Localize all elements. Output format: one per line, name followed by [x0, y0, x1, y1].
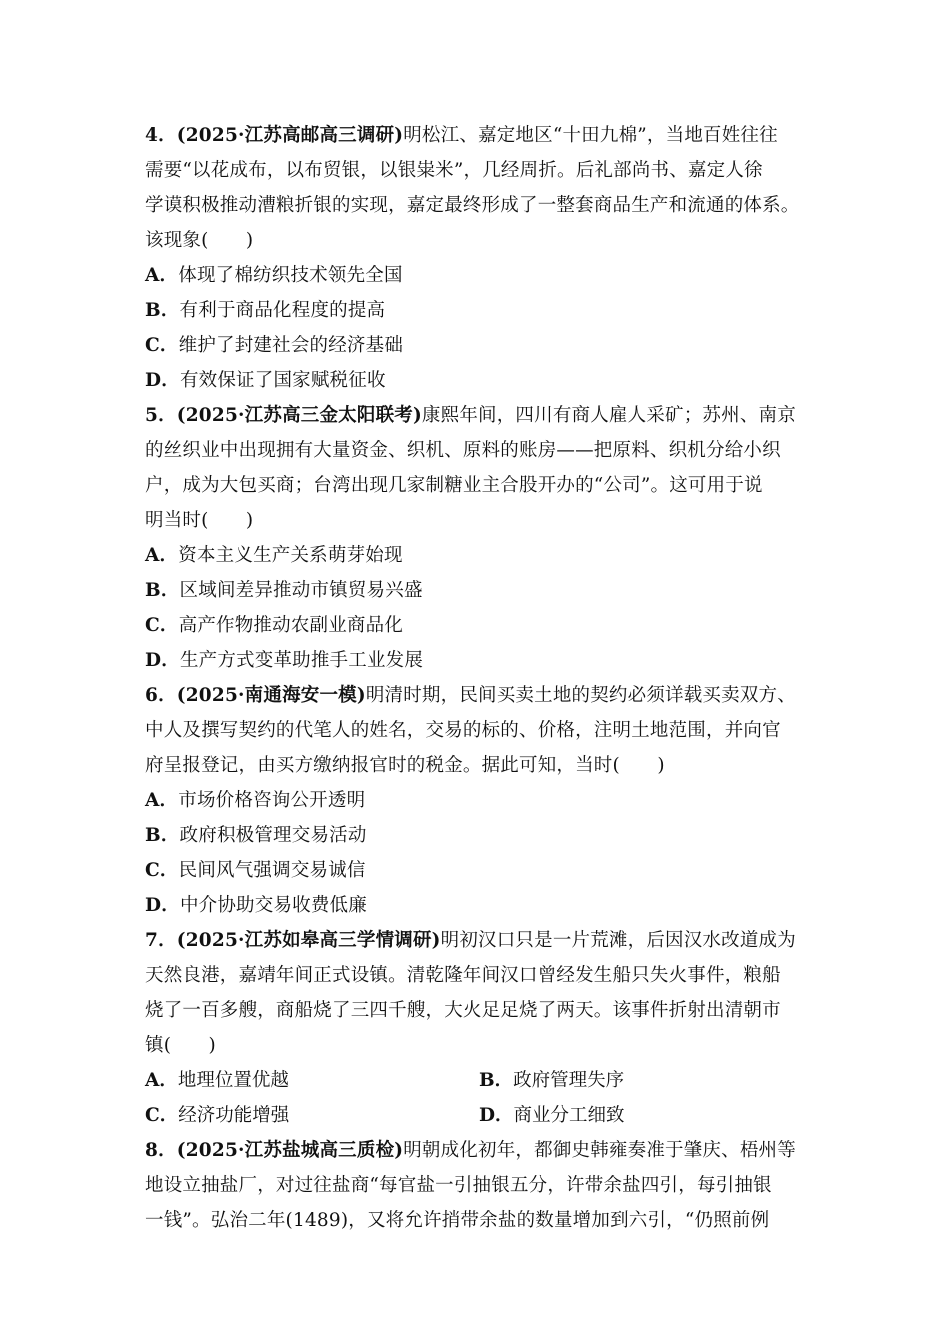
question-number: 6．	[145, 685, 177, 706]
exam-page	[145, 118, 817, 1238]
question-stem: 的丝织业中出现拥有大量资金、织机、原料的账房——把原料、织机分给小织	[145, 440, 781, 461]
question-stem: 中人及撰写契约的代笔人的姓名，交易的标的、价格，注明土地范围，并向官	[145, 720, 781, 741]
option-b[interactable]: B．政府管理失序	[479, 1070, 625, 1091]
question-stem: 明初汉口只是一片荒滩，后因汉水改道成为	[440, 930, 796, 951]
question-5	[145, 398, 817, 678]
question-number: 5．	[145, 405, 177, 426]
question-4-line-1	[145, 118, 817, 153]
option-row	[145, 1063, 817, 1098]
option-c[interactable]: C．维护了封建社会的经济基础	[145, 335, 404, 356]
question-number: 8．	[145, 1140, 177, 1161]
option-d[interactable]: D．中介协助交易收费低廉	[145, 895, 367, 916]
question-source: (2025·江苏盐城高三质检)	[176, 1140, 404, 1161]
question-5-line-1	[145, 398, 817, 433]
question-4	[145, 118, 817, 398]
question-source: (2025·南通海安一模)	[176, 685, 366, 706]
option-a[interactable]: A．市场价格咨询公开透明	[145, 790, 366, 811]
question-source: (2025·江苏如皋高三学情调研)	[176, 930, 441, 951]
question-source: (2025·江苏高邮高三调研)	[176, 125, 404, 146]
question-stem: 康熙年间，四川有商人雇人采矿；苏州、南京	[421, 405, 796, 426]
question-stem: 明清时期，民间买卖土地的契约必须详载买卖双方、	[365, 685, 796, 706]
option-c[interactable]: C．高产作物推动农副业商品化	[145, 615, 404, 636]
question-7-line-1	[145, 923, 817, 958]
question-stem: 天然良港，嘉靖年间正式设镇。清乾隆年间汉口曾经发生船只失火事件，粮船	[145, 965, 781, 986]
option-a[interactable]: A．体现了棉纺织技术领先全国	[145, 265, 403, 286]
option-b[interactable]: B．区域间差异推动市镇贸易兴盛	[145, 580, 423, 601]
option-d[interactable]: D．生产方式变革助推手工业发展	[145, 650, 424, 671]
question-number: 4．	[145, 125, 177, 146]
question-stem: 府呈报登记，由买方缴纳报官时的税金。据此可知，当时( )	[145, 755, 665, 776]
question-stem: 烧了一百多艘，商船烧了三四千艘，大火足足烧了两天。该事件折射出清朝市	[145, 1000, 781, 1021]
option-c[interactable]: C．经济功能增强	[145, 1105, 290, 1126]
question-stem: 需要“以花成布，以布贸银，以银粜米”，几经周折。后礼部尚书、嘉定人徐	[145, 160, 763, 181]
question-7	[145, 923, 817, 1133]
question-stem: 学谟积极推动漕粮折银的实现，嘉定最终形成了一整套商品生产和流通的体系。	[145, 195, 800, 216]
question-source: (2025·江苏高三金太阳联考)	[176, 405, 422, 426]
question-stem: 该现象( )	[145, 230, 254, 251]
option-c[interactable]: C．民间风气强调交易诚信	[145, 860, 366, 881]
question-8-line-1	[145, 1133, 817, 1168]
option-b[interactable]: B．政府积极管理交易活动	[145, 825, 367, 846]
option-b[interactable]: B．有利于商品化程度的提高	[145, 300, 386, 321]
question-number: 7．	[145, 930, 177, 951]
option-a[interactable]: A．地理位置优越	[145, 1070, 289, 1091]
question-stem: 明当时( )	[145, 510, 254, 531]
question-8	[145, 1133, 817, 1238]
question-6	[145, 678, 817, 923]
question-6-line-1	[145, 678, 817, 713]
question-stem: 明朝成化初年，都御史韩雍奏准于肇庆、梧州等	[403, 1140, 796, 1161]
question-stem: 户，成为大包买商；台湾出现几家制糖业主合股开办的“公司”。这可用于说	[145, 475, 763, 496]
option-d[interactable]: D．有效保证了国家赋税征收	[145, 370, 386, 391]
option-d[interactable]: D．商业分工细致	[479, 1105, 625, 1126]
question-stem: 一钱”。弘治二年(1489)，又将允许捎带余盐的数量增加到六引，“仍照前例	[145, 1210, 770, 1231]
option-row	[145, 1098, 817, 1133]
option-a[interactable]: A．资本主义生产关系萌芽始现	[145, 545, 403, 566]
question-stem: 镇( )	[145, 1035, 216, 1056]
question-stem: 地设立抽盐厂，对过往盐商“每官盐一引抽银五分，许带余盐四引，每引抽银	[145, 1175, 772, 1196]
question-stem: 明松江、嘉定地区“十田九棉”，当地百姓往往	[403, 125, 778, 146]
